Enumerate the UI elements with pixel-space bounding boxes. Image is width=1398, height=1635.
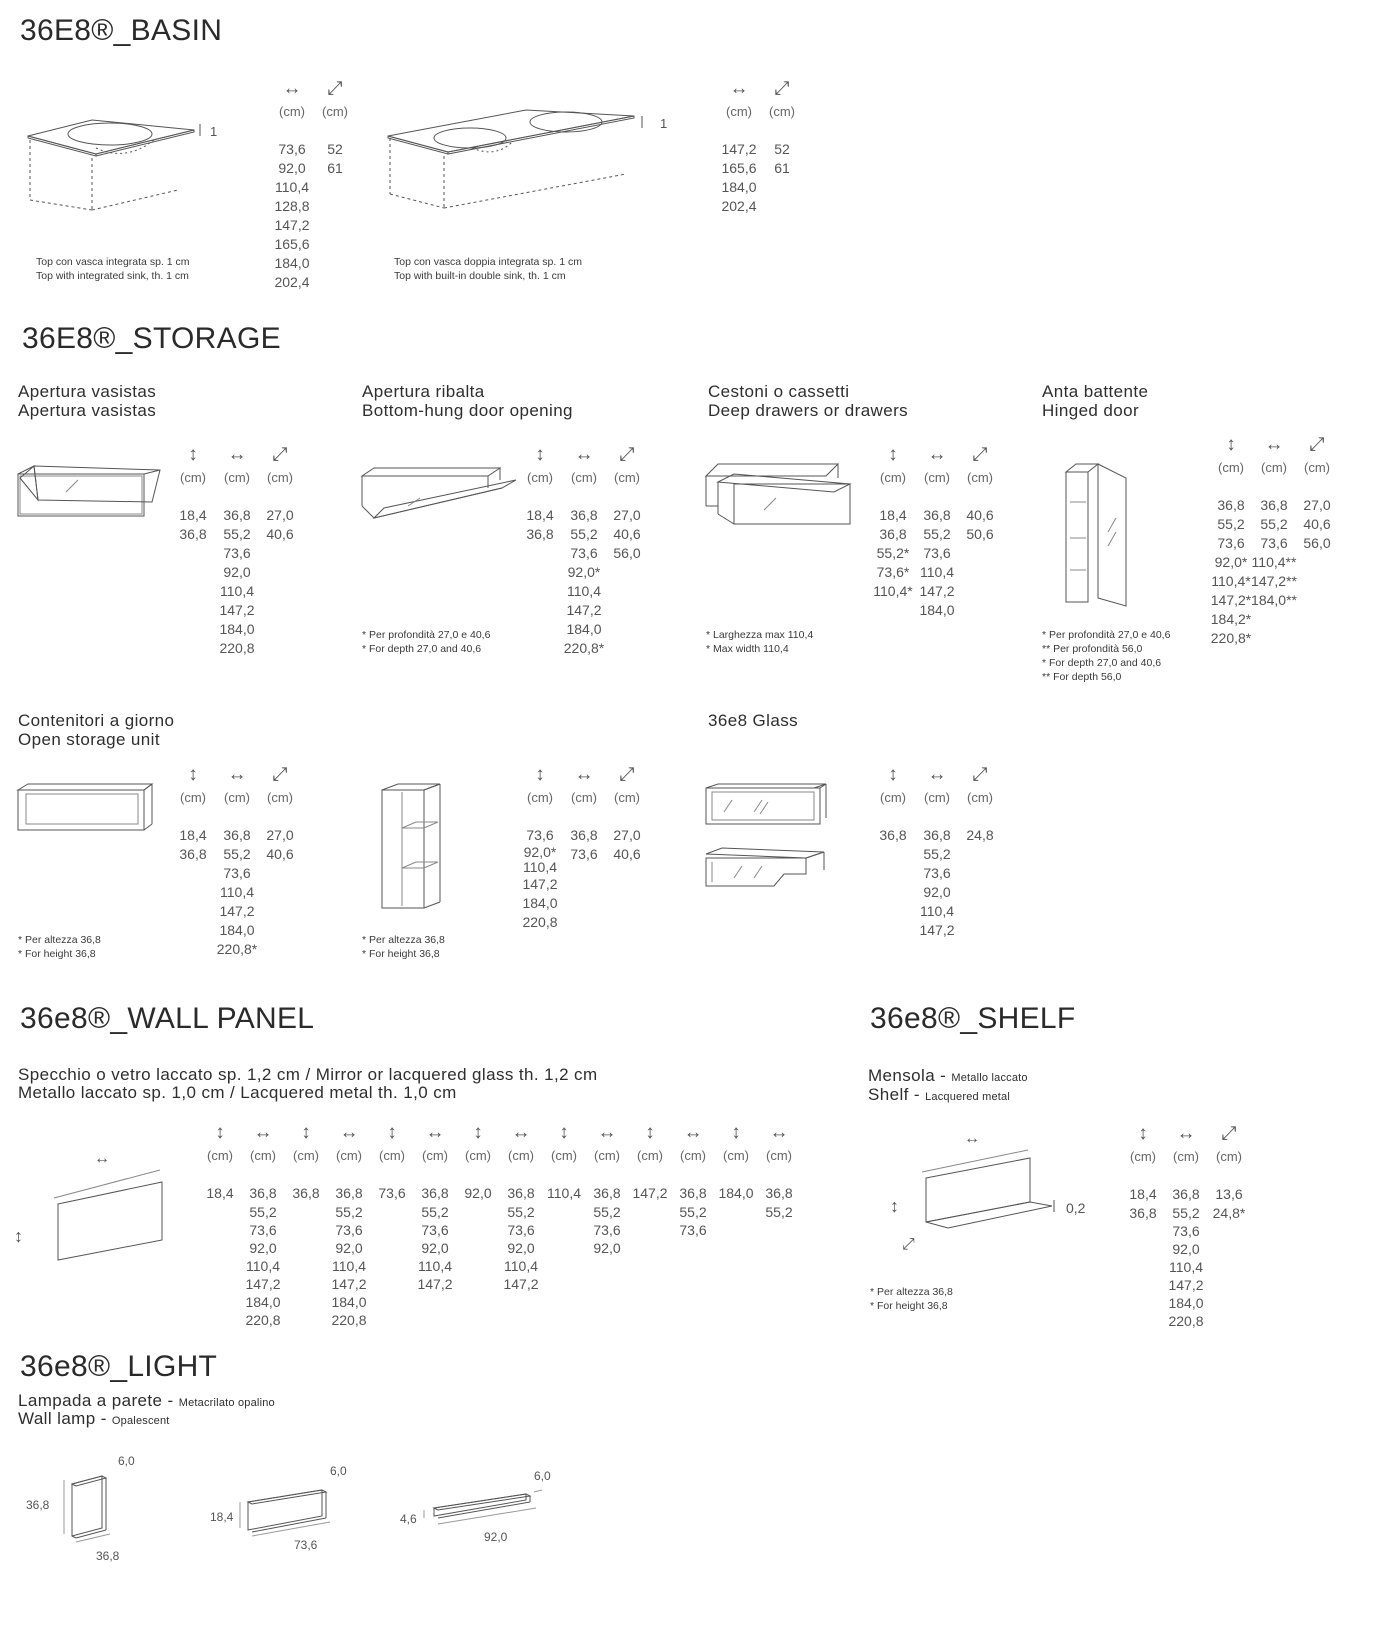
hinged-title-en: Hinged door (1042, 401, 1140, 420)
drawers-height-column: ↕ (cm) 18,4 36,8 55,2* 73,6* 110,4* (870, 444, 916, 601)
lamp-rect-width: 73,6 (294, 1538, 318, 1552)
hinged-depth-column: ⤢ (cm) 27,0 40,6 56,0 (1294, 434, 1340, 553)
ribalta-width-column: ↔ (cm) 36,8 55,2 73,6 92,0* 110,4 147,2 184,0 220,8* (561, 444, 607, 658)
width-arrow-icon: ↔ (927, 444, 947, 465)
hinged-note-2: ** Per profondità 56,0 (1042, 643, 1143, 655)
drawers-title-en: Deep drawers or drawers (708, 401, 909, 420)
basin-double-caption-it: Top con vasca doppia integrata sp. 1 cm (394, 256, 582, 268)
ribalta-note-1: * Per profondità 27,0 e 40,6 (362, 629, 491, 641)
basin-title: 36E8®_BASIN (20, 14, 223, 47)
wall-panel-height-column-7: ↕ (cm) 184,0 (713, 1122, 759, 1203)
drawers-width-column: ↔ (cm) 36,8 55,2 73,6 110,4 147,2 184,0 (914, 444, 960, 620)
height-arrow-icon: ↕ (645, 1122, 655, 1143)
lamp-rect-drawing (238, 1488, 338, 1538)
height-arrow-icon: ↕ (1226, 434, 1236, 455)
open-tall-note-1: * Per altezza 36,8 (362, 934, 445, 946)
open-unit-title-en: Open storage unit (18, 730, 160, 749)
wall-panel-height-column-4: ↕ (cm) 92,0 (455, 1122, 501, 1203)
lamp-bar-width: 92,0 (484, 1530, 508, 1544)
ribalta-title-it: Apertura ribalta (362, 382, 485, 401)
shelf-thickness: 0,2 (1066, 1200, 1086, 1216)
open-unit-title-it: Contenitori a giorno (18, 711, 175, 730)
depth-arrow-icon: ⤢ (327, 78, 343, 99)
glass-drawing (704, 782, 834, 900)
height-arrow-icon: ↕ (473, 1122, 483, 1143)
width-arrow-icon: ↔ (769, 1122, 789, 1143)
ribalta-depth-column: ⤢ (cm) 27,0 40,6 56,0 (604, 444, 650, 563)
open-unit-width-column: ↔ (cm) 36,8 55,2 73,6 110,4 147,2 184,0 220,8* (214, 764, 260, 959)
width-arrow-icon: ↔ (227, 764, 247, 785)
shelf-name-en: Shelf - Lacquered metal (868, 1085, 1011, 1104)
shelf-note-1: * Per altezza 36,8 (870, 1286, 953, 1298)
vasistas-depth-column: ⤢ (cm) 27,0 40,6 (257, 444, 303, 544)
open-unit-note-2: * For height 36,8 (18, 948, 96, 960)
depth-arrow-icon: ⤢ (619, 764, 635, 785)
drawers-title-it: Cestoni o cassetti (708, 382, 850, 401)
basin-double-thickness: 1 (660, 116, 668, 131)
open-unit-drawing (16, 782, 156, 838)
wall-panel-width-column-6: ↔ (cm) 36,8 55,2 73,6 (670, 1122, 716, 1239)
shelf-name-it: Mensola - Metallo laccato (868, 1066, 1028, 1085)
shelf-height-icon: ↕ (890, 1196, 899, 1216)
basin-single-caption-en: Top with integrated sink, th. 1 cm (36, 270, 189, 282)
lamp-square-height: 36,8 (26, 1498, 50, 1512)
width-arrow-icon: ↔ (253, 1122, 273, 1143)
drawers-note-1: * Larghezza max 110,4 (706, 629, 814, 641)
depth-arrow-icon: ⤢ (972, 764, 988, 785)
shelf-height-column: ↕ (cm) 18,4 36,8 (1120, 1123, 1166, 1222)
height-arrow-icon: ↕ (888, 764, 898, 785)
lamp-bar-height: 4,6 (400, 1512, 417, 1526)
vasistas-height-column: ↕ (cm) 18,4 36,8 (170, 444, 216, 544)
depth-arrow-icon: ⤢ (272, 444, 288, 465)
wall-panel-height-column-6: ↕ (cm) 147,2 (627, 1122, 673, 1203)
ribalta-title-en: Bottom-hung door opening (362, 401, 573, 420)
shelf-depth-column: ⤢ (cm) 13,6 24,8* (1206, 1123, 1252, 1222)
lamp-bar-depth: 6,0 (534, 1469, 551, 1483)
height-arrow-icon: ↕ (387, 1122, 397, 1143)
height-arrow-icon: ↕ (1138, 1123, 1148, 1144)
open-tall-unit-drawing (380, 782, 450, 912)
width-arrow-icon: ↔ (927, 764, 947, 785)
basin-single-caption-it: Top con vasca integrata sp. 1 cm (36, 256, 190, 268)
drawers-drawing (704, 462, 864, 532)
wall-panel-width-column-3: ↔ (cm) 36,8 55,2 73,6 92,0 110,4 147,2 (412, 1122, 458, 1293)
basin-double-drawing (386, 108, 646, 218)
lamp-rect-height: 18,4 (210, 1510, 234, 1524)
wall-panel-height-column-1: ↕ (cm) 18,4 (197, 1122, 243, 1203)
basin-single-width-column: ↔ (cm) 73,6 92,0 110,4 128,8 147,2 165,6 184,0 202,4 (269, 78, 315, 292)
depth-arrow-icon: ⤢ (1309, 434, 1325, 455)
width-arrow-icon: ↔ (729, 78, 749, 99)
width-arrow-icon: ↔ (339, 1122, 359, 1143)
wall-panel-height-column-3: ↕ (cm) 73,6 (369, 1122, 415, 1203)
light-name-en: Wall lamp - Opalescent (18, 1409, 170, 1428)
wall-panel-height-icon: ↕ (14, 1226, 23, 1246)
vasistas-drawing (16, 464, 166, 524)
ribalta-drawing (360, 466, 520, 526)
wall-panel-drawing (52, 1164, 164, 1264)
height-arrow-icon: ↕ (188, 444, 198, 465)
hinged-title-it: Anta battente (1042, 382, 1149, 401)
glass-width-column: ↔ (cm) 36,8 55,2 73,6 92,0 110,4 147,2 (914, 764, 960, 940)
height-arrow-icon: ↕ (215, 1122, 225, 1143)
shelf-title: 36e8®_SHELF (870, 1002, 1076, 1035)
depth-arrow-icon: ⤢ (774, 78, 790, 99)
basin-double-caption-en: Top with built-in double sink, th. 1 cm (394, 270, 566, 282)
lamp-square-width: 36,8 (96, 1549, 120, 1563)
height-arrow-icon: ↕ (188, 764, 198, 785)
depth-arrow-icon: ⤢ (1221, 1123, 1237, 1144)
width-arrow-icon: ↔ (511, 1122, 531, 1143)
open-unit-depth-column: ⤢ (cm) 27,0 40,6 (257, 764, 303, 864)
ribalta-height-column: ↕ (cm) 18,4 36,8 (517, 444, 563, 544)
open-unit-note-1: * Per altezza 36,8 (18, 934, 101, 946)
lamp-bar-drawing (420, 1490, 560, 1530)
basin-single-thickness: 1 (210, 124, 218, 139)
lamp-square-drawing (62, 1474, 122, 1544)
drawers-depth-column: ⤢ (cm) 40,6 50,6 (957, 444, 1003, 544)
width-arrow-icon: ↔ (683, 1122, 703, 1143)
wall-panel-width-column-4: ↔ (cm) 36,8 55,2 73,6 92,0 110,4 147,2 (498, 1122, 544, 1293)
open-unit-height-column: ↕ (cm) 18,4 36,8 (170, 764, 216, 864)
depth-arrow-icon: ⤢ (972, 444, 988, 465)
depth-arrow-icon: ⤢ (272, 764, 288, 785)
wall-panel-width-column-2: ↔ (cm) 36,8 55,2 73,6 92,0 110,4 147,2 184,0 220,8 (326, 1122, 372, 1329)
width-arrow-icon: ↔ (425, 1122, 445, 1143)
wall-panel-height-column-5: ↕ (cm) 110,4 (541, 1122, 587, 1203)
glass-height-column: ↕ (cm) 36,8 (870, 764, 916, 845)
hinged-note-4: ** For depth 56,0 (1042, 671, 1122, 683)
width-arrow-icon: ↔ (574, 444, 594, 465)
wall-panel-width-icon: ↔ (94, 1150, 110, 1167)
hinged-note-3: * For depth 27,0 and 40,6 (1042, 657, 1162, 669)
open-tall-depth-column: ⤢ (cm) 27,0 40,6 (604, 764, 650, 864)
hinged-note-1: * Per profondità 27,0 e 40,6 (1042, 629, 1171, 641)
width-arrow-icon: ↔ (574, 764, 594, 785)
width-arrow-icon: ↔ (1264, 434, 1284, 455)
shelf-note-2: * For height 36,8 (870, 1300, 948, 1312)
lamp-rect-depth: 6,0 (330, 1464, 347, 1478)
wall-panel-line-2: Metallo laccato sp. 1,0 cm / Lacquered metal th. 1,0 cm (18, 1083, 457, 1102)
shelf-width-icon: ↔ (964, 1130, 980, 1147)
wall-panel-title: 36e8®_WALL PANEL (20, 1002, 315, 1035)
hinged-width-column: ↔ (cm) 36,8 55,2 73,6 110,4** 147,2** 184,0** (1251, 434, 1297, 608)
width-arrow-icon: ↔ (282, 78, 302, 99)
depth-arrow-icon: ⤢ (619, 444, 635, 465)
hinged-height-column: ↕ (cm) 36,8 55,2 73,6 92,0* 110,4* 147,2* 184,2* 220,8* (1208, 434, 1254, 648)
wall-panel-line-1: Specchio o vetro laccato sp. 1,2 cm / Mirror or lacquered glass th. 1,2 cm (18, 1065, 598, 1084)
basin-double-width-column: ↔ (cm) 147,2 165,6 184,0 202,4 (716, 78, 762, 216)
vasistas-title-en: Apertura vasistas (18, 401, 157, 420)
height-arrow-icon: ↕ (559, 1122, 569, 1143)
height-arrow-icon: ↕ (301, 1122, 311, 1143)
glass-depth-column: ⤢ (cm) 24,8 (957, 764, 1003, 845)
vasistas-title-it: Apertura vasistas (18, 382, 157, 401)
lamp-square-depth: 6,0 (118, 1454, 135, 1468)
open-tall-height-column: ↕ (cm) 73,6 92,0* 110,4 147,2 184,0 220,8 (517, 764, 563, 932)
height-arrow-icon: ↕ (888, 444, 898, 465)
height-arrow-icon: ↕ (535, 444, 545, 465)
basin-single-depth-column: ⤢ (cm) 52 61 (312, 78, 358, 178)
height-arrow-icon: ↕ (731, 1122, 741, 1143)
shelf-depth-icon: ⤢ (902, 1236, 915, 1253)
shelf-width-column: ↔ (cm) 36,8 55,2 73,6 92,0 110,4 147,2 184,0 220,8 (1163, 1123, 1209, 1330)
width-arrow-icon: ↔ (597, 1122, 617, 1143)
basin-double-depth-column: ⤢ (cm) 52 61 (759, 78, 805, 178)
drawers-note-2: * Max width 110,4 (706, 643, 789, 655)
wall-panel-width-column-1: ↔ (cm) 36,8 55,2 73,6 92,0 110,4 147,2 184,0 220,8 (240, 1122, 286, 1329)
storage-title: 36E8®_STORAGE (22, 322, 281, 355)
wall-panel-width-column-7: ↔ (cm) 36,8 55,2 (756, 1122, 802, 1221)
light-title: 36e8®_LIGHT (20, 1350, 218, 1383)
open-tall-width-column: ↔ (cm) 36,8 73,6 (561, 764, 607, 864)
light-name-it: Lampada a parete - Metacrilato opalino (18, 1391, 275, 1410)
open-tall-note-2: * For height 36,8 (362, 948, 440, 960)
vasistas-width-column: ↔ (cm) 36,8 55,2 73,6 92,0 110,4 147,2 184,0 220,8 (214, 444, 260, 658)
glass-title: 36e8 Glass (708, 711, 798, 730)
width-arrow-icon: ↔ (227, 444, 247, 465)
wall-panel-height-column-2: ↕ (cm) 36,8 (283, 1122, 329, 1203)
height-arrow-icon: ↕ (535, 764, 545, 785)
width-arrow-icon: ↔ (1176, 1123, 1196, 1144)
shelf-drawing (920, 1154, 1056, 1234)
hinged-drawing (1064, 462, 1134, 610)
ribalta-note-2: * For depth 27,0 and 40,6 (362, 643, 482, 655)
wall-panel-width-column-5: ↔ (cm) 36,8 55,2 73,6 92,0 (584, 1122, 630, 1257)
basin-single-drawing (26, 118, 226, 218)
